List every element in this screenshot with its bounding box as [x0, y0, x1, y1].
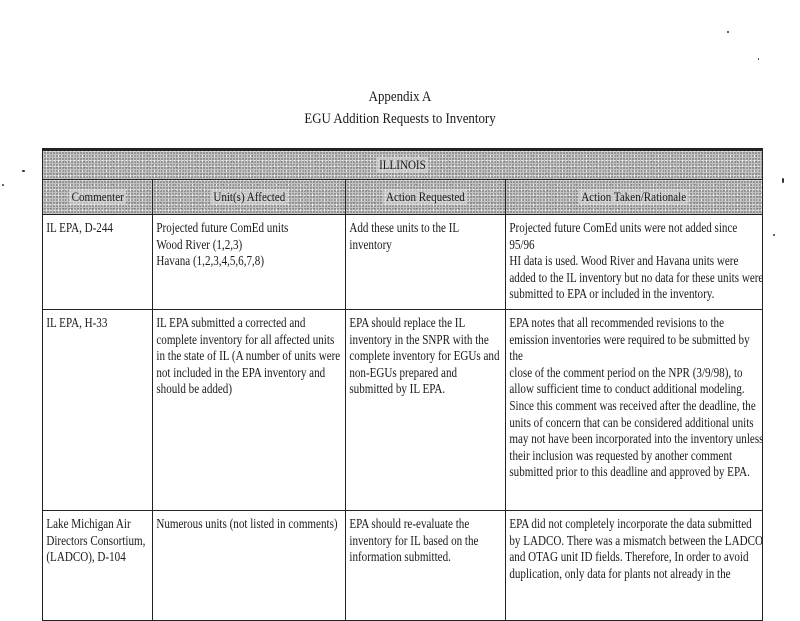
units-cell: Numerous units (not listed in comments)	[153, 510, 346, 620]
scan-speck	[773, 234, 775, 236]
scan-speck	[727, 31, 729, 33]
commenter-cell: IL EPA, D-244	[43, 215, 153, 310]
col-header-action-taken: Action Taken/Rationale	[506, 180, 763, 215]
scan-speck	[22, 170, 25, 172]
scan-speck	[782, 178, 784, 183]
action-taken-cell: Projected future ComEd units were not added since 95/96 HI data is used. Wood River and Havana units were added to the IL inventory but no data for these units were submitted to EPA or included in the inventory.	[506, 215, 763, 310]
egu-requests-table	[42, 148, 763, 621]
col-header-action-requested: Action Requested	[346, 180, 506, 215]
action-requested-cell: Add these units to the IL inventory	[346, 215, 506, 310]
appendix-subtitle: EGU Addition Requests to Inventory	[304, 111, 496, 127]
col-header-commenter: Commenter	[43, 180, 153, 215]
appendix-title: Appendix A	[368, 89, 432, 105]
action-taken-cell: EPA notes that all recommended revisions to the emission inventories were required to be submitted by the close of the comment period on the NPR (3/9/98), to allow sufficient time to conduct additional modeling. Since this comment was received after the deadline, the units of concern that can be considered additional units may not have been incorporated into the inventory unless their inclusion was requested by another comment submitted prior to this deadline and approved by EPA.	[506, 309, 763, 510]
action-taken-cell: EPA did not completely incorporate the data submitted by LADCO. There was a mismatch between the LADCO and OTAG unit ID fields. Therefore, In order to avoid duplication, only data for plants not already in the	[506, 510, 763, 620]
state-header-cell	[43, 150, 763, 180]
state-name: ILLINOIS	[377, 157, 429, 173]
table-row	[43, 510, 763, 620]
table-row	[43, 215, 763, 310]
commenter-cell: Lake Michigan Air Directors Consortium, (LADCO), D-104	[43, 510, 153, 620]
col-header-units: Unit(s) Affected	[153, 180, 346, 215]
scan-speck	[2, 184, 4, 186]
scan-speck	[758, 58, 759, 60]
commenter-cell: IL EPA, H-33	[43, 309, 153, 510]
action-requested-cell: EPA should replace the IL inventory in the SNPR with the complete inventory for EGUs and non-EGUs prepared and submitted by IL EPA.	[346, 309, 506, 510]
units-cell: Projected future ComEd units Wood River (1,2,3) Havana (1,2,3,4,5,6,7,8)	[153, 215, 346, 310]
units-cell: IL EPA submitted a corrected and complete inventory for all affected units in the state of IL (A number of units were not included in the EPA inventory and should be added)	[153, 309, 346, 510]
table-row	[43, 309, 763, 510]
action-requested-cell: EPA should re-evaluate the inventory for IL based on the information submitted.	[346, 510, 506, 620]
